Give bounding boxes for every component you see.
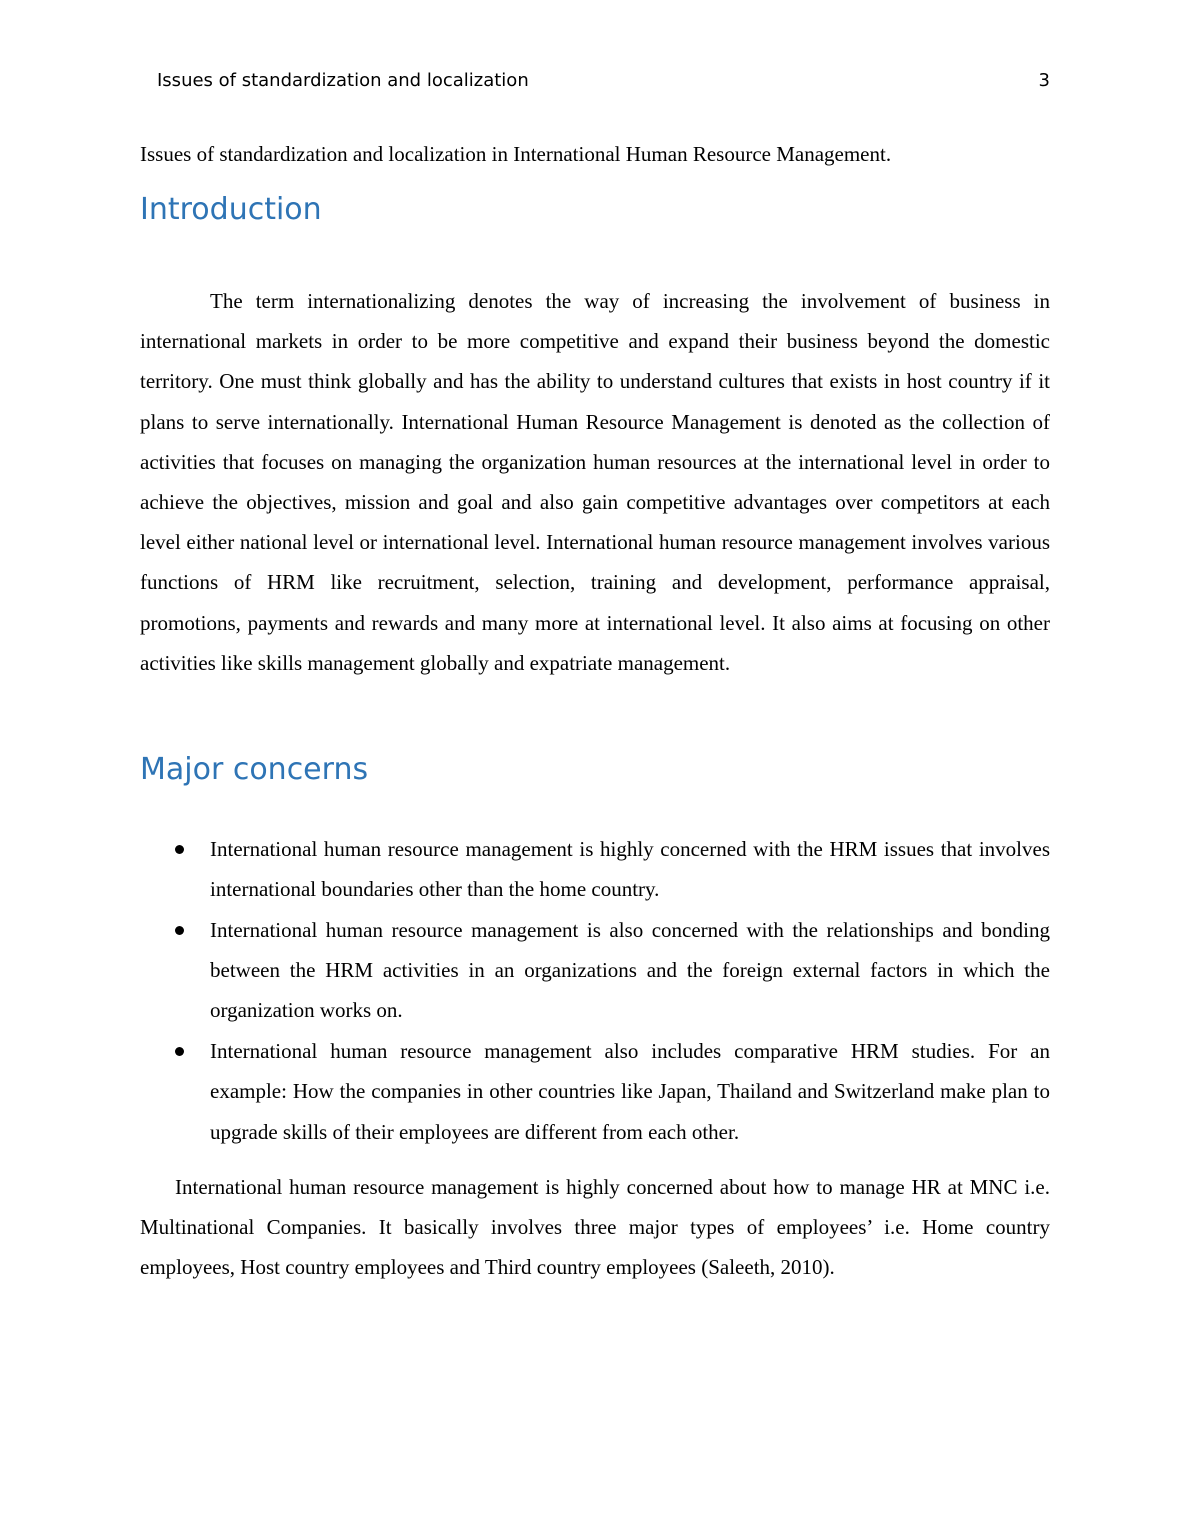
list-item [140, 829, 1050, 909]
running-header-title: Issues of standardization and localization [157, 70, 529, 91]
closing-paragraph: International human resource management is highly concerned about how to manage HR at MNC i.e. Multinational Companies. It basically involves three major types of employees’ i.e. Home country employees, Host country employees and Third country employees (Saleeth, 2010). [140, 1175, 1050, 1280]
page-number: 3 [1038, 70, 1050, 91]
introduction-paragraph: The term internationalizing denotes the way of increasing the involvement of business in international markets in order to be more competitive and expand their business beyond the domestic territory. One must think globally and has the ability to understand cultures that exists in host country if it plans to serve internationally. International Human Resource Management is denoted as the collection of activities that focuses on managing the organization human resources at the international level in order to achieve the objectives, mission and goal and also gain competitive advantages over competitors at each level either national level or international level. International human resource management involves various functions of HRM like recruitment, selection, training and development, performance appraisal, promotions, payments and rewards and many more at international level. It also aims at focusing on other activities like skills management globally and expatriate management. [140, 289, 1050, 675]
list-item [140, 910, 1050, 1031]
list-item [140, 1031, 1050, 1152]
list-item-text: International human resource management is highly concerned with the HRM issues that involves international boundaries other than the home country. [210, 837, 1050, 902]
list-item-text: International human resource management is also concerned with the relationships and bonding between the HRM activities in an organizations and the foreign external factors in which the organization works on. [210, 918, 1050, 1023]
document-title: Issues of standardization and localization in International Human Resource Management. [140, 142, 892, 166]
page-header [157, 70, 1050, 98]
major-concerns-list [140, 829, 1050, 1152]
introduction-heading: Introduction [140, 192, 322, 227]
bullet-dot-icon [175, 845, 184, 854]
major-concerns-heading: Major concerns [140, 752, 369, 787]
list-item-text: International human resource management also includes comparative HRM studies. For an example: How the companies in other countries like Japan, Thailand and Switzerland make plan to upgrade skills of their employees are different from each other. [210, 1039, 1050, 1144]
bullet-dot-icon [175, 1047, 184, 1056]
bullet-dot-icon [175, 926, 184, 935]
